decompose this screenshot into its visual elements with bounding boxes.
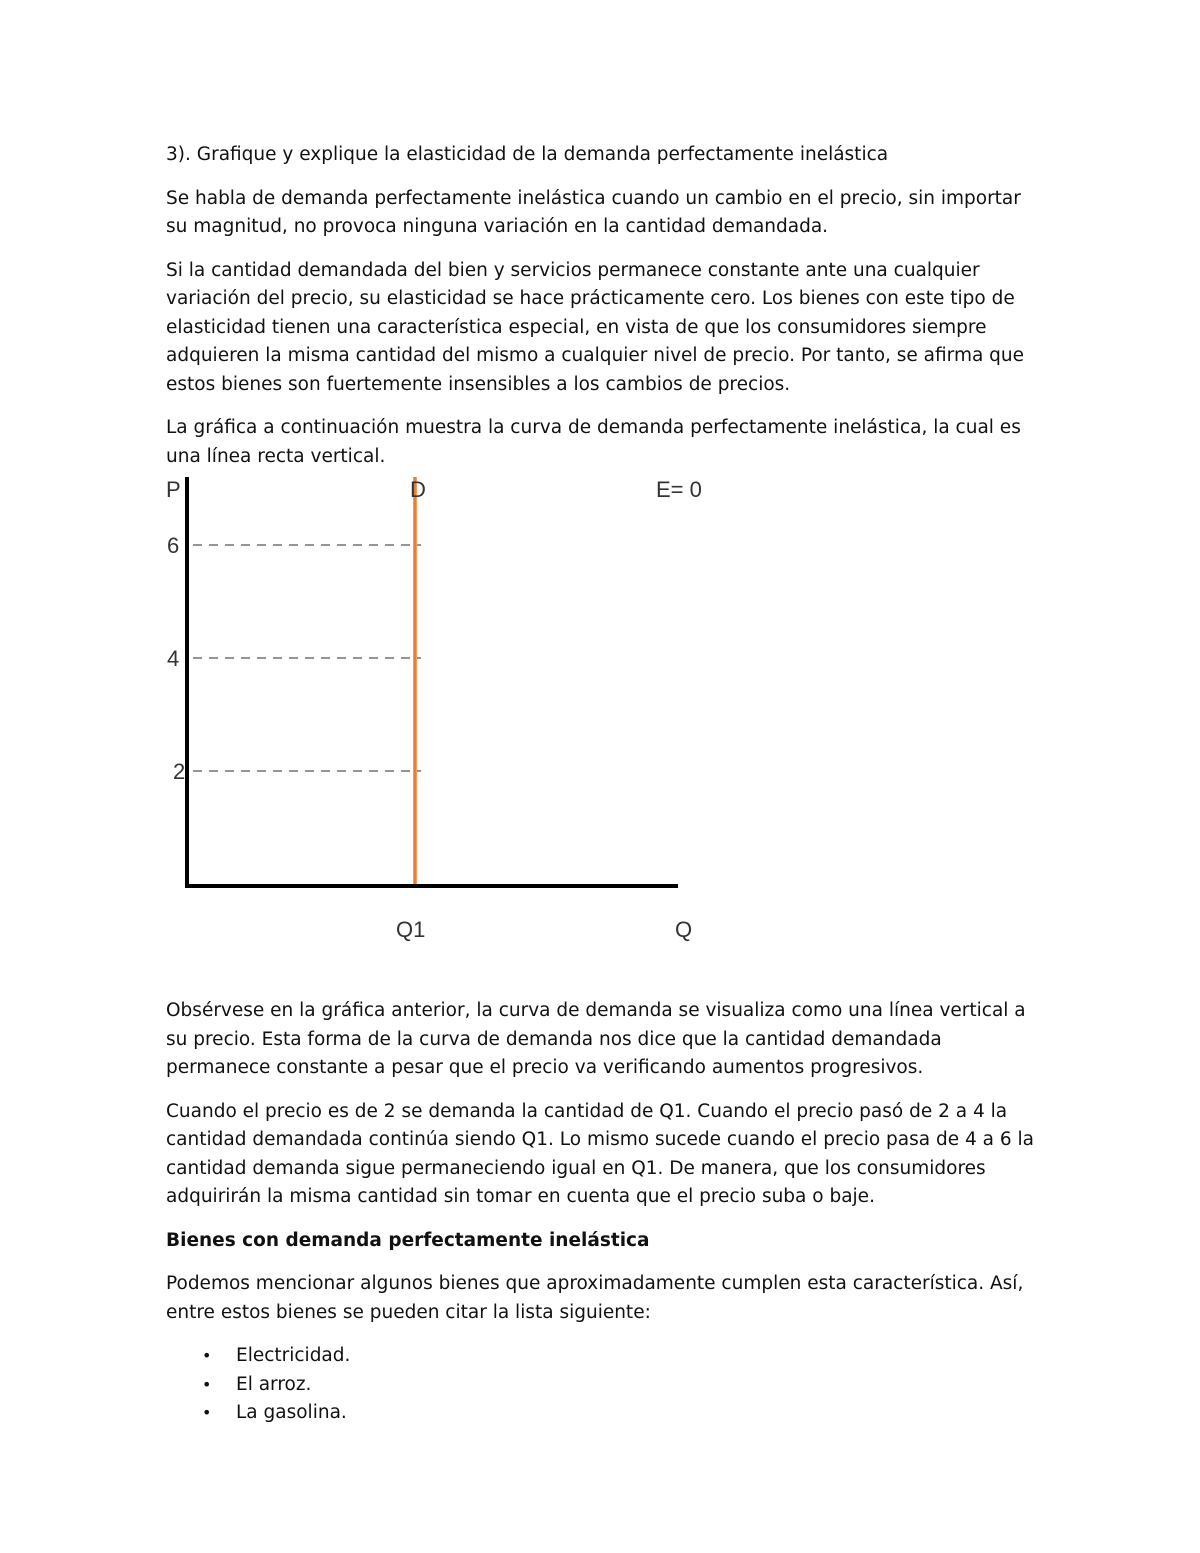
list-item (166, 1399, 1036, 1428)
y-tick-label-2: 2 (173, 759, 186, 784)
bullet-icon: • (202, 1403, 212, 1422)
y-axis-label: P (166, 477, 181, 502)
demand-curve-label: D (410, 477, 426, 502)
paragraph-explanation: Si la cantidad demandada del bien y servicios permanece constante ante una cualquier variación del precio, su elasticidad se hace prácticamente cero. Los bienes con este tipo de elasticidad tienen una característica especial, en vista de que los consumidores siempre adquieren la misma cantidad del mismo a cualquier nivel de precio. Por tanto, se afirma que estos bienes son fuertemente insensibles a los cambios de precios. (166, 259, 1025, 395)
goods-list (166, 1342, 1036, 1428)
list-item (166, 1342, 1036, 1371)
list-item (166, 1371, 1036, 1400)
demand-chart-svg (166, 477, 1036, 992)
subheading-goods: Bienes con demanda perfectamente inelástica (166, 1229, 650, 1251)
list-item-label: El arroz. (236, 1373, 312, 1395)
paragraph-chart-intro: La gráfica a continuación muestra la curva de demanda perfectamente inelástica, la cual es una línea recta vertical. (166, 417, 1021, 467)
y-tick-label-4: 4 (167, 646, 180, 671)
y-tick-label-6: 6 (167, 533, 180, 558)
demand-chart (166, 477, 1036, 992)
bullet-icon: • (202, 1374, 212, 1394)
paragraph-observation: Obsérvese en la gráfica anterior, la curva de demanda se visualiza como una línea vertical a su precio. Esta forma de la curva de demanda nos dice que la cantidad demandada permanece constante a pesar que el precio va verificando aumentos progresivos. (166, 1000, 1026, 1078)
list-item-label: Electricidad. (236, 1345, 351, 1366)
paragraph-list-intro: Podemos mencionar algunos bienes que aproximadamente cumplen esta característica. Así, entre estos bienes se pueden citar la lista siguiente: (166, 1273, 1024, 1323)
x-axis-label: Q (675, 917, 693, 942)
paragraph-definition: Se habla de demanda perfectamente inelástica cuando un cambio en el precio, sin importar su magnitud, no provoca ninguna variación en la cantidad demandada. (166, 187, 1021, 237)
paragraph-price-changes: Cuando el precio es de 2 se demanda la cantidad de Q1. Cuando el precio pasó de 2 a 4 la cantidad demandada continúa siendo Q1. Lo mismo sucede cuando el precio pasa de 4 a 6 la cantidad demanda sigue permaneciendo igual en Q1. De manera, que los consumidores adquirirán la misma cantidad sin tomar en cuenta que el precio suba o baje. (166, 1100, 1034, 1207)
question-heading: 3). Grafique y explique la elasticidad de la demanda perfectamente inelástica (166, 144, 889, 165)
list-item-label: La gasolina. (236, 1402, 347, 1423)
bullet-icon: • (202, 1346, 212, 1365)
document-body (166, 141, 1036, 1428)
elasticity-label: E= 0 (656, 477, 702, 502)
x-tick-label-q1: Q1 (396, 917, 426, 942)
